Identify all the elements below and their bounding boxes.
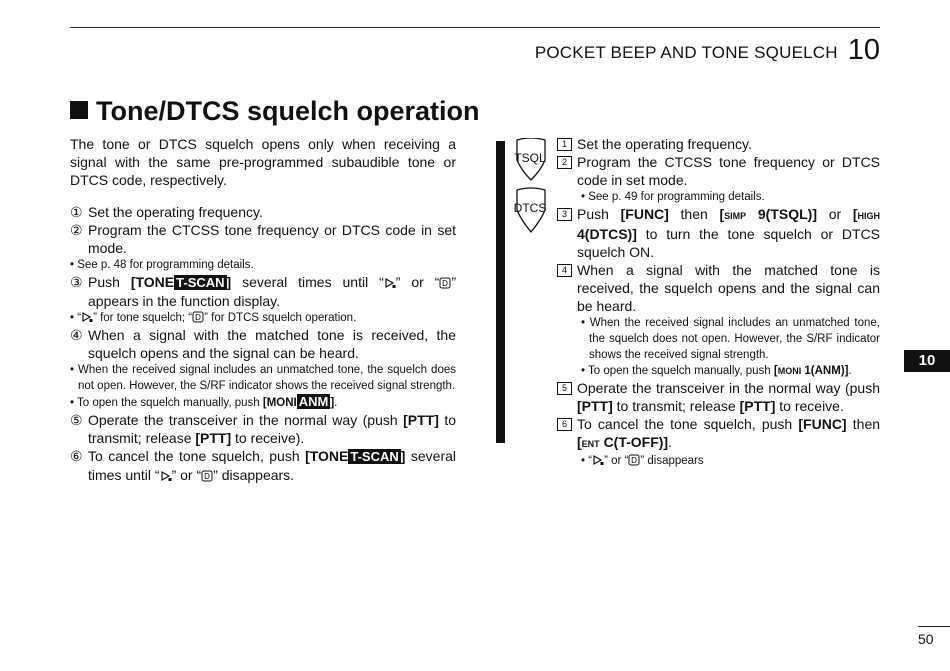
chapter-title: POCKET BEEP AND TONE SQUELCH: [534, 43, 838, 62]
chapter-number: 10: [847, 34, 880, 66]
dtcs-tag: DTCS: [513, 201, 547, 215]
page-number-rule: [918, 626, 950, 627]
page-number: 50: [918, 631, 934, 647]
left-step-3-note: • “ ” for tone squelch; “ D ” for DTCS squelch operation.: [70, 312, 357, 324]
right-step-4-note-2: • To open the squelch manually, push [MONI 1(ANM)].: [581, 365, 852, 377]
right-column: [557, 135, 880, 469]
left-step-2-note: • See p. 48 for programming details.: [70, 259, 254, 271]
right-step-6-note: • “ ” or “ D ” disappears: [581, 455, 704, 467]
dtcs-squelch-icon: [439, 277, 451, 289]
dtcs-squelch-icon: [628, 454, 640, 466]
tone-squelch-icon: [384, 277, 396, 289]
left-step-4-note-2: • To open the squelch manually, push [MONI ANM ].: [70, 394, 338, 409]
chapter-header: [535, 34, 880, 67]
tone-squelch-icon: [81, 311, 93, 323]
left-step-4: ④ When a signal with the matched tone is received, the squelch opens and the signal can be heard.: [70, 327, 456, 361]
left-column: [70, 135, 456, 484]
chapter-side-tab: 10: [904, 350, 950, 372]
svg-text:D: D: [204, 472, 211, 481]
right-step-4: 4 When a signal with the matched tone is received, the squelch opens and the signal can be heard.: [557, 261, 880, 315]
intro-paragraph: The tone or DTCS squelch opens only when receiving a signal with the same pre-programmed subaudible tone or DTCS code, respectively.: [70, 136, 456, 188]
left-step-6: ⑥ To cancel the tone squelch, push [TONE T-SCAN ] several times until “ ” or “ D ” disappears.: [70, 448, 457, 483]
right-step-3: 3 Push [FUNC] then [SIMP 9(TSQL)] or [HIGH 4(DTCS)] to turn the tone squelch or DTCS squelch ON.: [557, 205, 880, 261]
right-step-2: 2 Program the CTCSS tone frequency or DTCS code in set mode.: [557, 153, 880, 189]
left-step-5: ⑤ Operate the transceiver in the normal way (push [PTT] to transmit; release [PTT] to receive).: [70, 412, 457, 446]
left-step-3: ③ Push [TONE T-SCAN ] several times until “ ” or “ D ” appears in the function display.: [70, 274, 457, 309]
t-scan-label: T-SCAN: [350, 449, 399, 464]
square-bullet-icon: [70, 101, 88, 119]
svg-text:D: D: [442, 279, 449, 288]
tsql-tag: TSQL: [514, 151, 546, 165]
dtcs-squelch-icon: [192, 311, 204, 323]
vertical-bar: [496, 141, 505, 443]
tone-squelch-icon: [160, 470, 172, 482]
section-title: Tone/DTCS squelch operation: [70, 96, 480, 127]
svg-text:D: D: [631, 456, 638, 465]
tone-squelch-icon: [592, 454, 604, 466]
svg-text:D: D: [195, 313, 202, 322]
dtcs-squelch-icon: [201, 470, 213, 482]
right-step-6: 6 To cancel the tone squelch, push [FUNC] then [ENT C(T-OFF)].: [557, 415, 880, 453]
header-rule: [70, 27, 880, 28]
left-step-2: ② Program the CTCSS tone frequency or DTCS code in set mode.: [70, 222, 456, 256]
left-step-1: ① Set the operating frequency.: [70, 204, 263, 220]
right-step-2-note: • See p. 49 for programming details.: [581, 191, 765, 203]
anm-label: ANM: [298, 394, 329, 409]
right-step-1: 1 Set the operating frequency.: [557, 135, 880, 153]
t-scan-label: T-SCAN: [176, 275, 225, 290]
left-step-4-note-1: • When the received signal includes an unmatched tone, the squelch does not open. However, the S/RF indicator shows the received signal strength.: [70, 364, 456, 392]
right-step-5: 5 Operate the transceiver in the normal way (push [PTT] to transmit; release [PTT] to receive.: [557, 379, 880, 415]
right-step-4-note-1: • When the received signal includes an unmatched tone, the squelch does not open. However, the S/RF indicator shows the received signal strength.: [581, 317, 880, 361]
